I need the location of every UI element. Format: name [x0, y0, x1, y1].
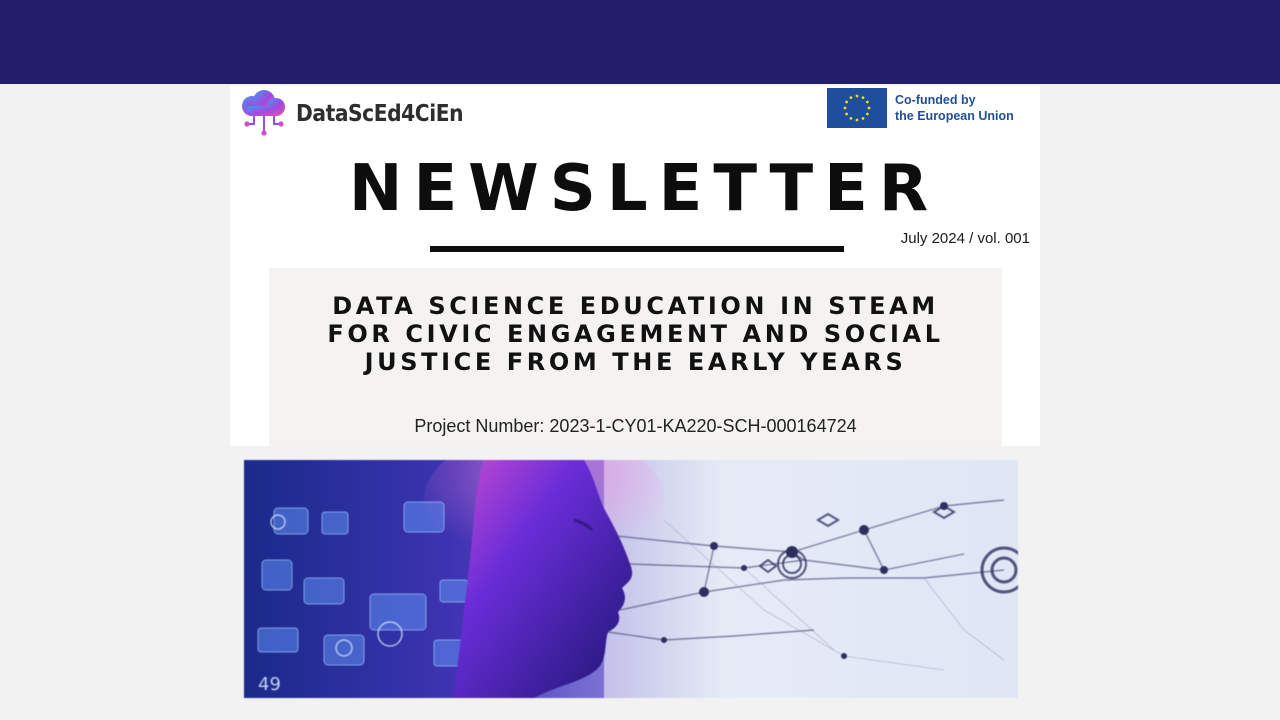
project-logo — [236, 90, 486, 138]
eu-star — [845, 113, 848, 116]
eu-star — [862, 96, 865, 99]
top-banner — [0, 0, 1280, 84]
heading-underline — [430, 246, 844, 252]
ai-face-data-network-illustration — [244, 460, 1018, 698]
eu-cofunding-badge — [827, 88, 1035, 128]
eu-star — [866, 113, 869, 116]
logo-text: DataScEd4CiEn — [296, 101, 464, 127]
eu-line-1: Co-funded by — [895, 93, 976, 107]
issue-date: July 2024 / vol. 001 — [900, 230, 1030, 247]
eu-cofunding-text — [895, 92, 1035, 124]
newsletter-header-card — [230, 86, 1040, 446]
eu-star — [856, 119, 859, 122]
eu-star — [844, 107, 847, 110]
cloud-network-icon — [236, 90, 292, 138]
project-title-box — [269, 268, 1002, 446]
project-title: DATA SCIENCE EDUCATION IN STEAM FOR CIVIC ENGAGEMENT AND SOCIAL JUSTICE FROM THE EARLY YEARS — [327, 292, 944, 376]
eu-star — [856, 95, 859, 98]
eu-star — [866, 101, 869, 104]
eu-star — [850, 117, 853, 120]
eu-star — [868, 107, 871, 110]
eu-flag-icon — [827, 88, 887, 128]
eu-star — [845, 101, 848, 104]
hero-image — [244, 460, 1018, 698]
eu-star — [850, 96, 853, 99]
newsletter-heading: NEWSLETTER — [348, 152, 940, 226]
hero-digits: 49 — [258, 674, 281, 695]
eu-star — [862, 117, 865, 120]
project-number: Project Number: 2023-1-CY01-KA220-SCH-000164724 — [414, 416, 857, 436]
eu-line-2: the European Union — [895, 109, 1014, 123]
